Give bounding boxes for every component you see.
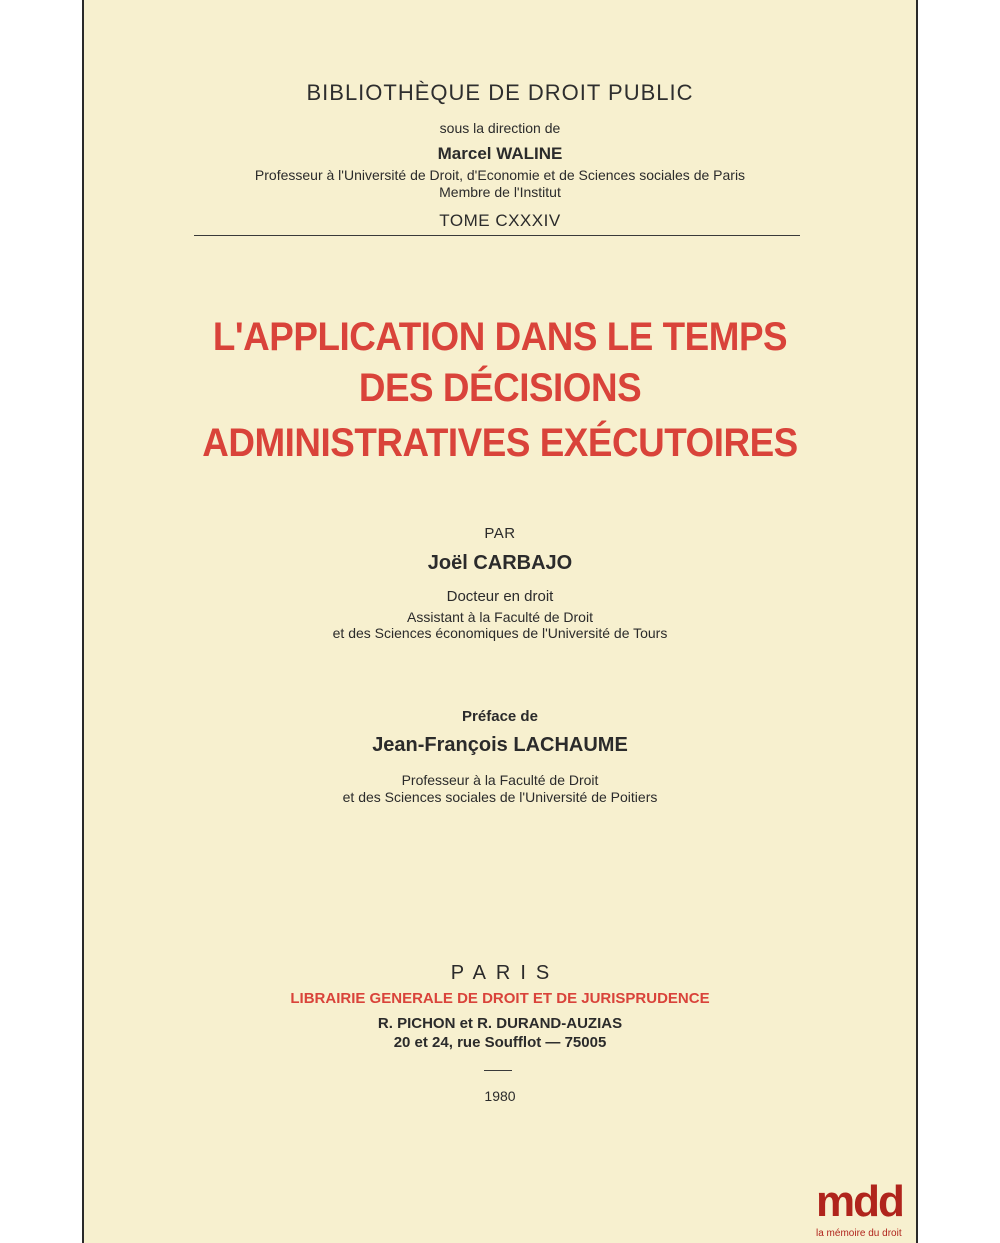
direction-label: sous la direction de [439,120,561,136]
series-title: BIBLIOTHÈQUE DE DROIT PUBLIC [306,80,694,105]
preface-label: Préface de [462,708,538,725]
publisher-name: LIBRAIRIE GENERALE DE DROIT ET DE JURISPRUDENCE [290,990,710,1007]
director-name: Marcel WALINE [437,144,563,163]
author-degree: Docteur en droit [446,588,554,605]
author-position-line1: Assistant à la Faculté de Droit [407,609,593,625]
publisher-owners: R. PICHON et R. DURAND-AUZIAS [377,1015,623,1032]
footer-divider [484,1070,512,1071]
preface-author-name: Jean-François LACHAUME [372,734,628,756]
book-title-line3: ADMINISTRATIVES EXÉCUTOIRES [202,421,798,465]
mdd-logo [816,1178,916,1243]
author-name: Joël CARBAJO [427,552,573,574]
header-divider [194,235,800,236]
director-title-line2: Membre de l'Institut [439,184,561,200]
publisher-address: 20 et 24, rue Soufflot — 75005 [393,1034,607,1051]
tome-number: TOME CXXXIV [439,211,561,230]
book-title-line1: L'APPLICATION DANS LE TEMPS [212,315,788,359]
logo-mark: mdd [816,1177,903,1226]
logo-tagline: la mémoire du droit [816,1228,902,1239]
author-by-label: PAR [484,525,516,542]
preface-author-position-line2: et des Sciences sociales de l'Université de Poitiers [342,789,658,805]
publication-year: 1980 [484,1088,516,1104]
book-title-line2: DES DÉCISIONS [358,366,642,410]
preface-author-position-line1: Professeur à la Faculté de Droit [401,772,599,788]
book-cover [82,0,918,1243]
director-title-line1: Professeur à l'Université de Droit, d'Economie et de Sciences sociales de Paris [254,167,746,183]
publisher-city: PARIS [450,962,560,984]
author-position-line2: et des Sciences économiques de l'Université de Tours [332,625,668,641]
